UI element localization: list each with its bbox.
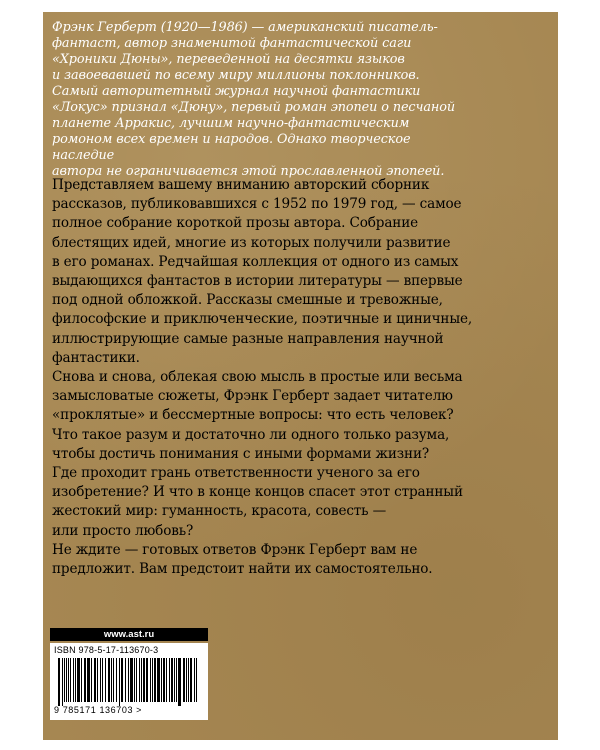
barcode-bar xyxy=(128,658,129,702)
barcode-bar xyxy=(183,658,185,702)
barcode-bar xyxy=(141,658,142,702)
description-paragraph: Снова и снова, облекая свою мысль в простые или весьма замысловатые сюжеты, Фрэнк Герберт задает читателю «проклятые» и бессмертные вопросы: что есть человек? Что такое разум и достаточно ли одного только разума, чтобы достичь понимания с иными формами жизни? Где проходит грань ответственности ученого за его изобретение? И что в конце концов спасет этот странный жестокий мир: гуманность, красота, совесть — или просто любовь? xyxy=(52,369,463,539)
barcode-bar xyxy=(68,658,69,702)
barcode-bar xyxy=(196,658,197,702)
barcode-digits: 9 785171 136703 > xyxy=(54,705,143,715)
barcode-bar xyxy=(143,658,145,702)
book-description xyxy=(52,176,492,579)
author-blurb: Фрэнк Герберт (1920—1986) — американский писатель- фантаст, автор знаменитой фантастической саги «Хроники Дюны», переведенной на десятки языков и завоевавшей по всему миру миллионы поклонников. Самый авторитетный журнал научной фантастики «Локус» признал «Дюну», первый роман эпопеи о песчаной планете Арракис, лучшим научно-фантастическим ромоном всех времен и народов. Однако творческое наследие автора не ограничивается этой прославленной эпопеей. xyxy=(52,20,455,179)
barcode-bar xyxy=(130,658,133,702)
barcode-bar xyxy=(100,658,101,702)
barcode-bar xyxy=(146,658,148,702)
barcode-icon xyxy=(54,658,204,706)
barcode-bar xyxy=(77,658,80,702)
barcode-bar xyxy=(91,658,92,702)
barcode-bar xyxy=(94,658,96,702)
barcode-bar xyxy=(188,658,189,702)
barcode-bar xyxy=(176,658,177,702)
barcode-bar xyxy=(121,658,123,702)
barcode-bar xyxy=(119,658,120,706)
barcode-bar xyxy=(87,658,90,702)
barcode-bar xyxy=(75,658,76,702)
barcode-bar xyxy=(194,658,195,702)
barcode-bar xyxy=(154,658,156,702)
description-paragraph: Представляем вашему вниманию авторский сборник рассказов, публиковавшихся с 1952 по 1979 год, — самое полное собрание короткой прозы автора. Собрание блестящих идей, многие из которых получили развитие в его романах. Редчайшая коллекция от одного из самых выдающихся фантастов в истории литературы — впервые под одной обложкой. Рассказы смешные и тревожные, философские и приключенческие, поэтичные и циничные, иллюстрирующие самые разные направления научной фантастики. xyxy=(52,177,473,366)
barcode-bar xyxy=(190,658,192,702)
barcode-bar xyxy=(163,658,165,702)
barcode-bar xyxy=(161,658,162,702)
barcode-bar xyxy=(169,658,170,702)
description-paragraph: Не ждите — готовых ответов Фрэнк Герберт вам не предложит. Вам предстоит найти их самостоятельно. xyxy=(52,541,433,578)
isbn-number: ISBN 978-5-17-113670-3 xyxy=(54,645,159,655)
barcode-bar xyxy=(64,658,65,702)
barcode-bar xyxy=(116,658,117,702)
barcode-bar xyxy=(102,658,103,702)
barcode-bar xyxy=(186,658,187,702)
barcode-bar xyxy=(105,658,106,702)
barcode-bar xyxy=(97,658,98,702)
barcode-bar xyxy=(81,658,82,702)
isbn-block xyxy=(50,628,208,720)
barcode-bar xyxy=(178,658,181,706)
barcode-bar xyxy=(139,658,140,702)
barcode-bar xyxy=(70,658,71,702)
barcode-bar xyxy=(113,658,114,702)
barcode-bar xyxy=(73,658,74,702)
barcode-panel xyxy=(50,643,208,720)
publisher-site: www.ast.ru xyxy=(50,628,208,641)
barcode-bar xyxy=(58,658,60,706)
barcode-bar xyxy=(136,658,137,702)
barcode-bar xyxy=(150,658,151,702)
barcode-bar xyxy=(125,658,126,702)
barcode-bar xyxy=(152,658,153,702)
barcode-bar xyxy=(166,658,167,702)
barcode-bar xyxy=(174,658,175,702)
barcode-bar xyxy=(62,658,63,706)
barcode-bar xyxy=(111,658,112,702)
barcode-bar xyxy=(66,658,67,702)
barcode-bar xyxy=(134,658,135,702)
barcode-bar xyxy=(84,658,86,702)
barcode-bar xyxy=(171,658,173,702)
barcode-bar xyxy=(108,658,110,702)
barcode-bar xyxy=(157,658,160,702)
